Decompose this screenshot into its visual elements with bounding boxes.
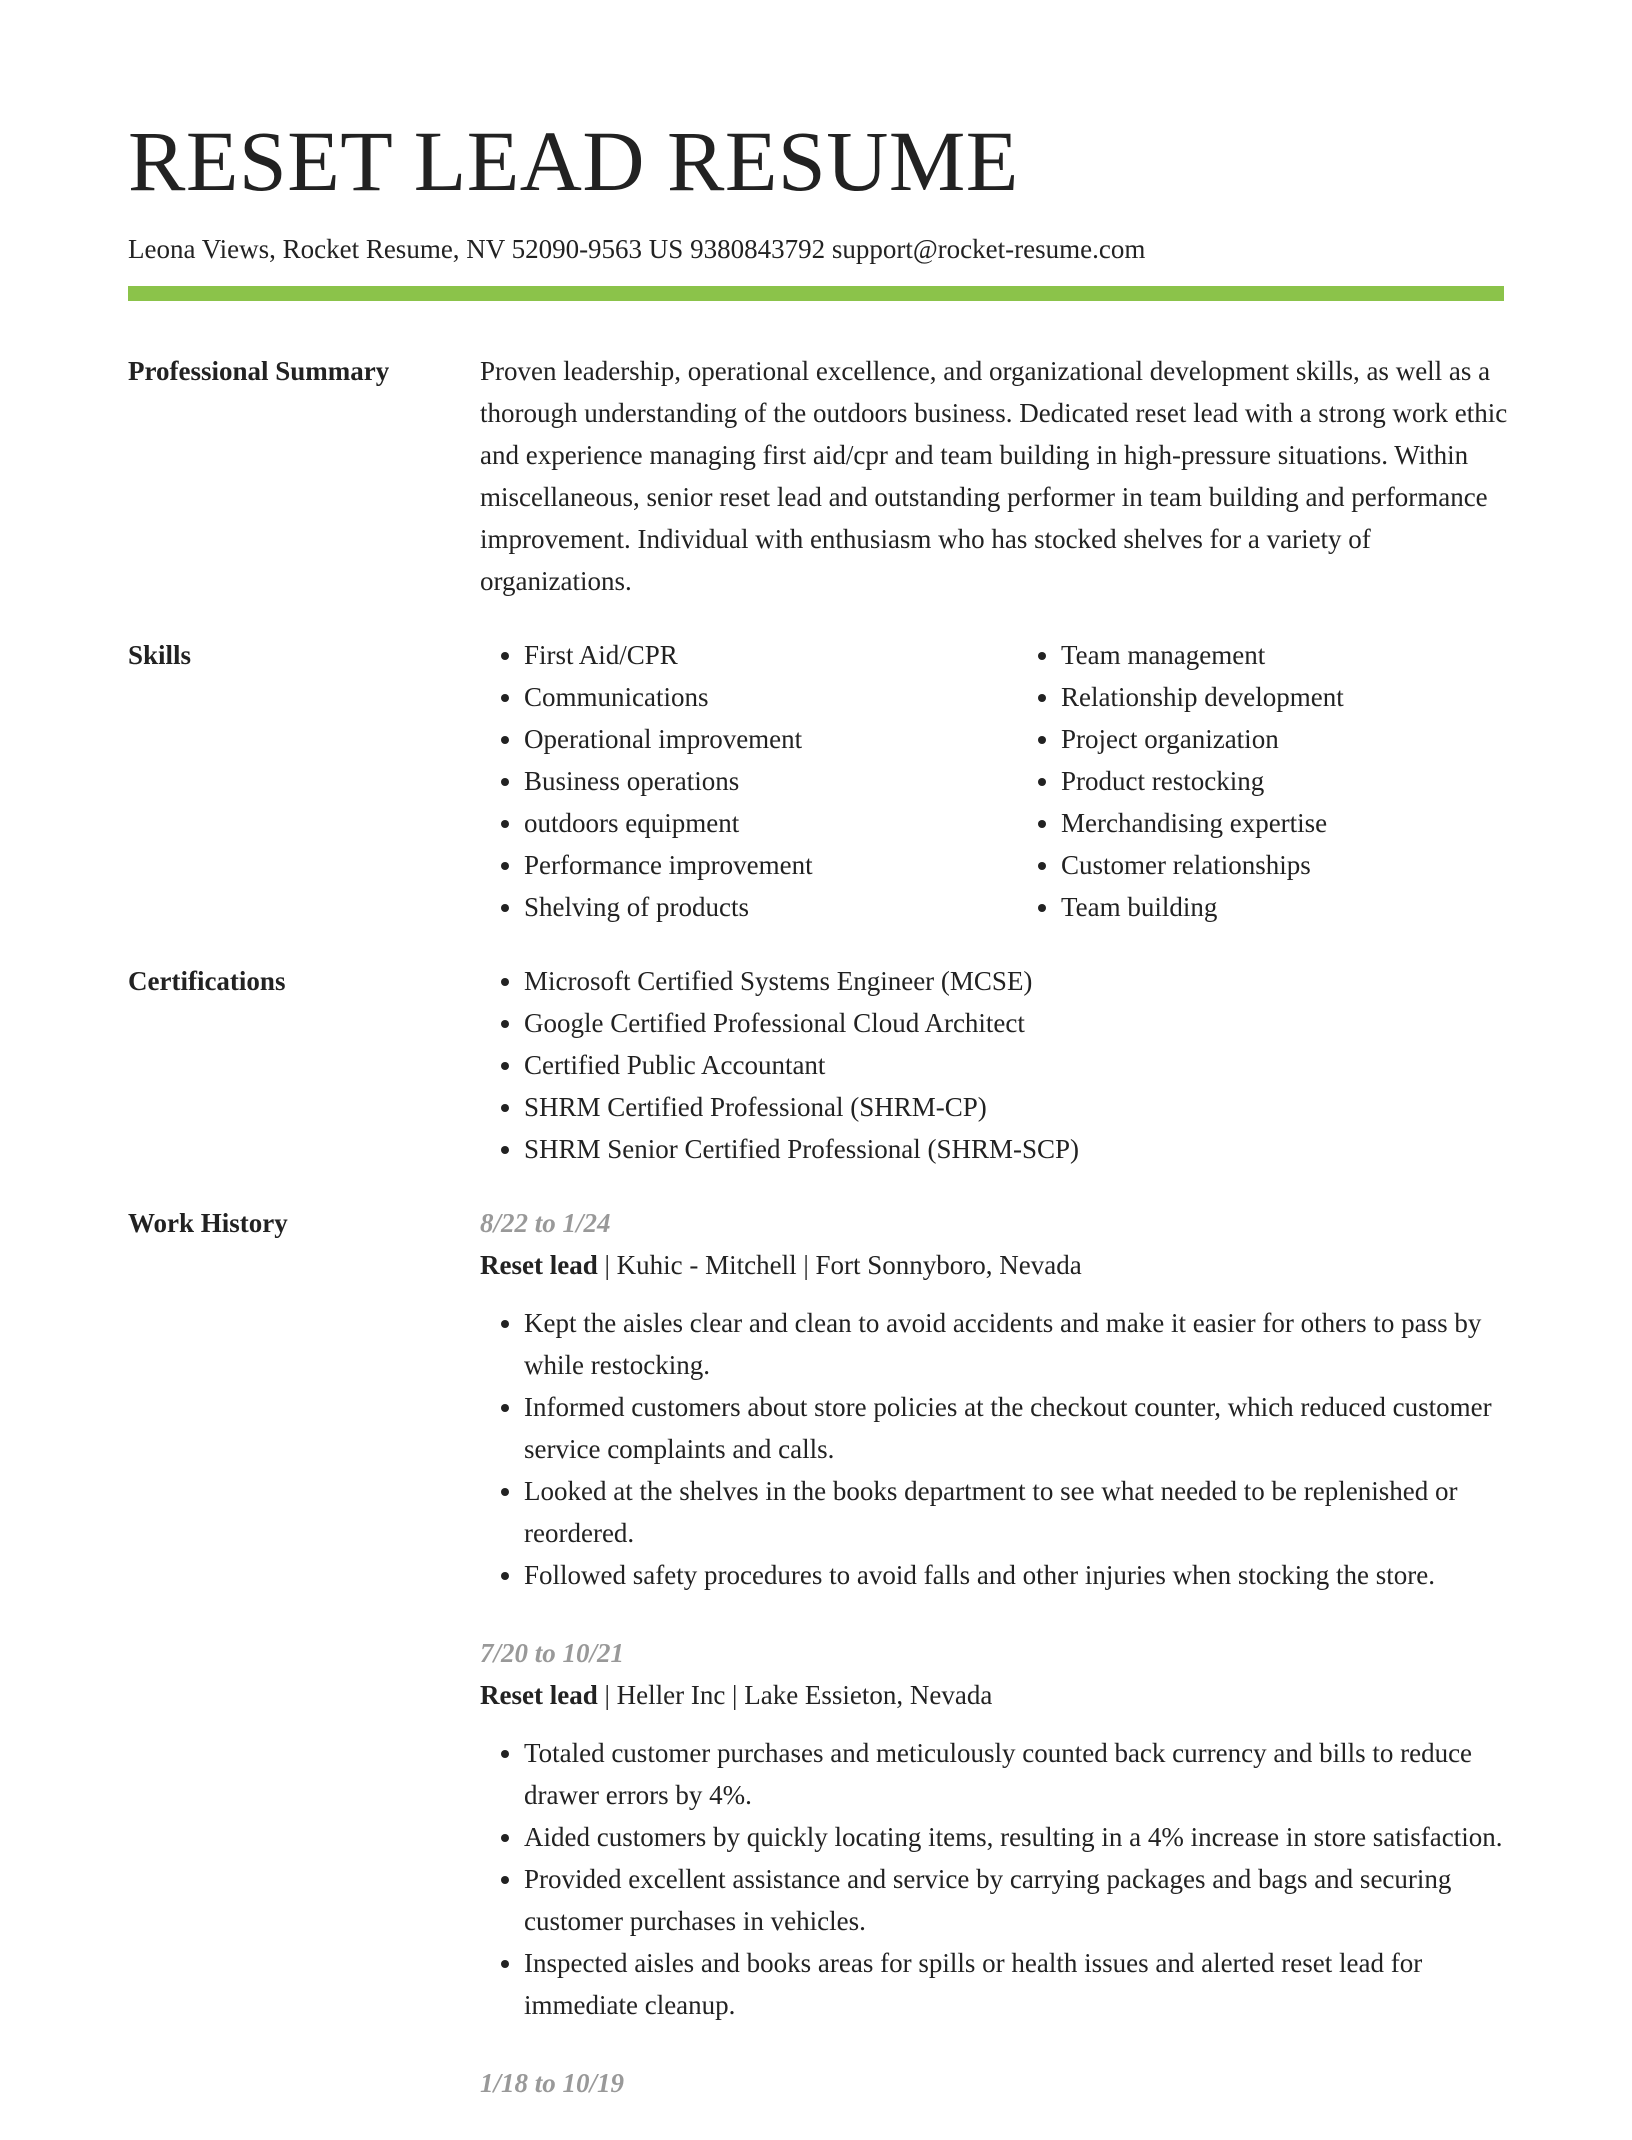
- job-bullets: [480, 1732, 1510, 2026]
- job-company-location: | Kuhic - Mitchell | Fort Sonnyboro, Nevada: [597, 1250, 1082, 1280]
- certification-item: • Google Certified Professional Cloud Architect: [524, 1002, 1510, 1044]
- certification-item: • Certified Public Accountant: [524, 1044, 1510, 1086]
- skills-list-right: [1017, 634, 1510, 928]
- job-bullet: • Inspected aisles and books areas for spills or health issues and alerted reset lead for immediate cleanup.: [524, 1942, 1510, 2026]
- skill-item: • Project organization: [1061, 718, 1510, 760]
- job-bullet: • Aided customers by quickly locating items, resulting in a 4% increase in store satisfaction.: [524, 1816, 1510, 1858]
- job-header: [480, 1244, 1510, 1286]
- skill-item: • outdoors equipment: [524, 802, 973, 844]
- job-bullet: • Followed safety procedures to avoid falls and other injuries when stocking the store.: [524, 1554, 1510, 1596]
- certification-item: • Microsoft Certified Systems Engineer (MCSE): [524, 960, 1510, 1002]
- skill-item: • Business operations: [524, 760, 973, 802]
- skill-item: • Operational improvement: [524, 718, 973, 760]
- job-title: Reset lead: [480, 1250, 598, 1280]
- certification-item: • SHRM Certified Professional (SHRM-CP): [524, 1086, 1510, 1128]
- skill-item: • Customer relationships: [1061, 844, 1510, 886]
- summary-text: Proven leadership, operational excellence, and organizational development skills, as well as a thorough understanding of the outdoors business. Dedicated reset lead with a strong work ethic and experience managing first aid/cpr and team building in high-pressure situations. Within miscellaneous, senior reset lead and outstanding performer in team building and performance improvement. Individual with enthusiasm who has stocked shelves for a variety of organizations.: [480, 356, 1508, 596]
- certifications-heading: Certifications: [128, 966, 286, 996]
- job-bullet: • Provided excellent assistance and service by carrying packages and bags and securing customer purchases in vehicles.: [524, 1858, 1510, 1942]
- skill-item: • Communications: [524, 676, 973, 718]
- skill-item: • Product restocking: [1061, 760, 1510, 802]
- accent-divider: [128, 286, 1504, 301]
- skill-item: • Performance improvement: [524, 844, 973, 886]
- certifications-content: [480, 960, 1510, 1170]
- skill-item: • Merchandising expertise: [1061, 802, 1510, 844]
- summary-heading: Professional Summary: [128, 356, 390, 386]
- job-bullets: [480, 1302, 1510, 1596]
- job-bullet: • Totaled customer purchases and meticulously counted back currency and bills to reduce drawer errors by 4%.: [524, 1732, 1510, 1816]
- work-history-heading: Work History: [128, 1208, 288, 1238]
- work-history-content: [480, 1202, 1510, 2140]
- job-date: 7/20 to 10/21: [480, 1638, 625, 1668]
- job-entry: [480, 1202, 1510, 1596]
- contact-line: Leona Views, Rocket Resume, NV 52090-9563 US 9380843792 support@rocket-resume.com: [128, 234, 1146, 264]
- job-bullet: • Informed customers about store policies at the checkout counter, which reduced customer service complaints and calls.: [524, 1386, 1510, 1470]
- job-date: 8/22 to 1/24: [480, 1208, 611, 1238]
- skills-heading: Skills: [128, 640, 192, 670]
- skill-item: • First Aid/CPR: [524, 634, 973, 676]
- job-bullet: • Kept the aisles clear and clean to avoid accidents and make it easier for others to pass by while restocking.: [524, 1302, 1510, 1386]
- job-company-location: | Heller Inc | Lake Essieton, Nevada: [597, 1680, 993, 1710]
- skills-list-left: [480, 634, 973, 928]
- skill-item: • Relationship development: [1061, 676, 1510, 718]
- job-header: [480, 1674, 1510, 1716]
- job-entry: [480, 1632, 1510, 2026]
- job-date: 1/18 to 10/19: [480, 2068, 625, 2098]
- certification-item: • SHRM Senior Certified Professional (SHRM-SCP): [524, 1128, 1510, 1170]
- skill-item: • Shelving of products: [524, 886, 973, 928]
- skill-item: • Team building: [1061, 886, 1510, 928]
- job-entry: [480, 2062, 1510, 2104]
- job-bullet: • Looked at the shelves in the books department to see what needed to be replenished or reordered.: [524, 1470, 1510, 1554]
- summary-content: [480, 350, 1510, 602]
- job-title: Reset lead: [480, 1680, 598, 1710]
- resume-title: RESET LEAD RESUME: [128, 113, 1019, 209]
- certifications-list: [480, 960, 1510, 1170]
- skills-content: [480, 634, 1510, 928]
- skill-item: • Team management: [1061, 634, 1510, 676]
